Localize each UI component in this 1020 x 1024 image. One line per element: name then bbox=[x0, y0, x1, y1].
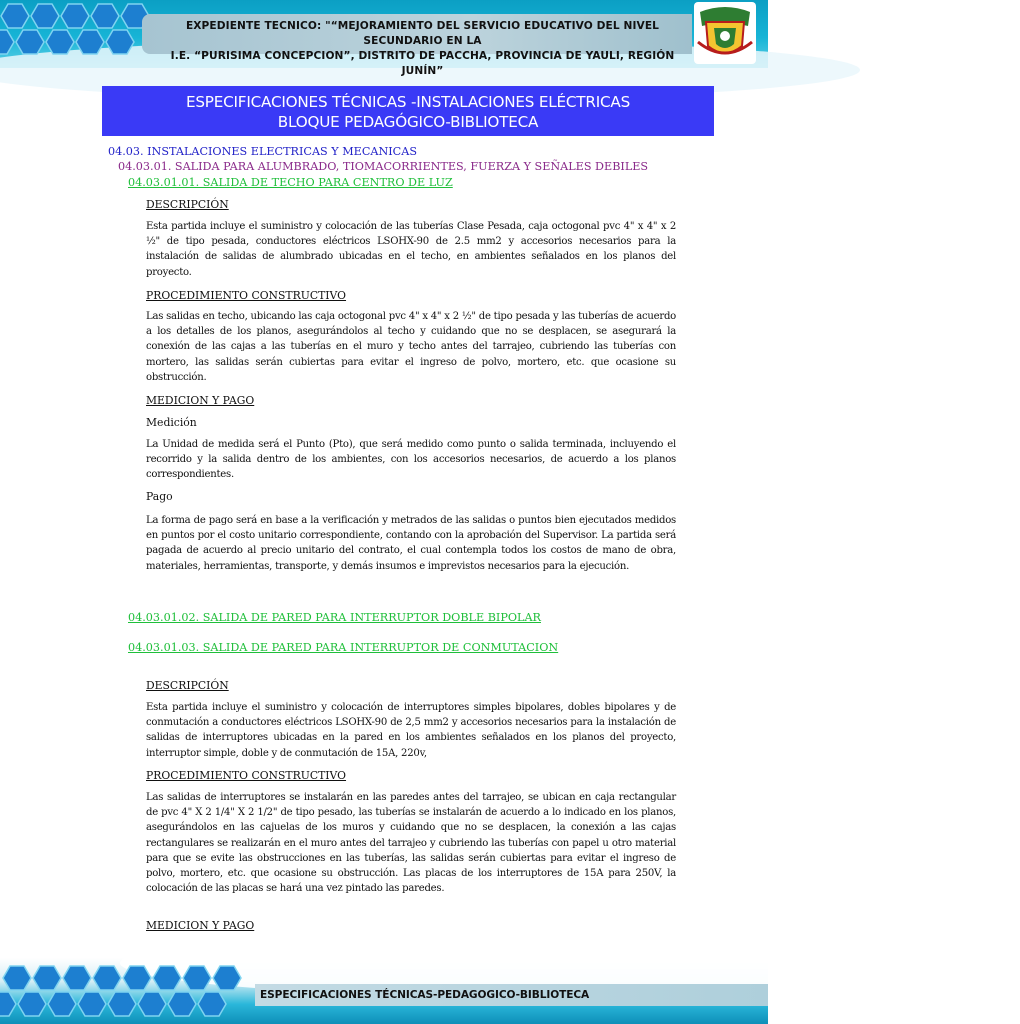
description-paragraph: Esta partida incluye el suministro y colocación de las tuberías Clase Pesada, caja octogonal pvc 4" x 4" x 2 ½" de tipo pesada, conductores eléctricos LSOHX-90 de 2.5 mm2 y accesorios necesarios para la instalación de salidas de alumbrado ubicadas en el techo, en ambientes señalados en los planos del proyecto. bbox=[146, 221, 676, 278]
section-heading-0403-01-01: 04.03.01.01. SALIDA DE TECHO PARA CENTRO DE LUZ bbox=[128, 176, 453, 189]
payment-label: Pago bbox=[146, 490, 173, 503]
procedure-paragraph-2: Las salidas de interruptores se instalarán en las paredes antes del tarrajeo, se ubican en caja rectangular de pvc 4" X 2 1/4" X 2 1/2" de tipo pesado, las tuberías se instalarán de acuerdo a lo indicado en los planos, asegurándolos en las cajuelas de los muros y cuidando que no se desplacen, la conexión a las cajas rectangulares se realizarán en el muro antes del tarrajeo y cubriendo las tuberías con papel u otro material para que se evite las obstrucciones en las tuberías, las salidas serán cubiertas para evitar el ingreso de polvo, mortero, etc. que ocasione su obstrucción. Las placas de los interruptores de 15A para 250V, la colocación de las placas se hará una vez pintado las paredes. bbox=[146, 792, 676, 895]
document-title-line1: ESPECIFICACIONES TÉCNICAS -INSTALACIONES ELÉCTRICAS bbox=[185, 93, 631, 111]
school-crest-logo bbox=[694, 2, 756, 64]
footer-hexagon-pattern bbox=[0, 958, 260, 1024]
description-label: DESCRIPCIÓN bbox=[146, 198, 229, 211]
crest-emblem-icon bbox=[694, 2, 756, 64]
page-footer bbox=[0, 958, 768, 1024]
procedure-label-2: PROCEDIMIENTO CONSTRUCTIVO bbox=[146, 769, 347, 782]
description-paragraph-2: Esta partida incluye el suministro y colocación de interruptores simples bipolares, dobles bipolares y de conmutación a conductores eléctricos LSOHX-90 de 2,5 mm2 y accesorios necesarios para la instalación de salidas de interruptores ubicadas en la pared en los ambientes señalados en los planos del proyecto, interruptor simple, doble y de conmutación de 15A, 220v, bbox=[146, 702, 676, 759]
measurement-payment-label: MEDICION Y PAGO bbox=[146, 394, 255, 407]
hexagon-pattern bbox=[0, 0, 160, 68]
project-title-line1: EXPEDIENTE TECNICO: "“MEJORAMIENTO DEL SERVICIO EDUCATIVO DEL NIVEL SECUNDARIO EN LA bbox=[185, 20, 660, 47]
measurement-payment-label-2: MEDICION Y PAGO bbox=[146, 919, 255, 932]
measurement-label: Medición bbox=[146, 416, 197, 429]
section-heading-level1: 04.03. INSTALACIONES ELECTRICAS Y MECANICAS bbox=[108, 145, 417, 158]
section-heading-0403-01-02: 04.03.01.02. SALIDA DE PARED PARA INTERRUPTOR DOBLE BIPOLAR bbox=[128, 611, 541, 624]
document-title-box bbox=[102, 86, 714, 136]
footer-title: ESPECIFICACIONES TÉCNICAS-PEDAGOGICO-BIBLIOTECA bbox=[260, 989, 590, 1001]
procedure-label: PROCEDIMIENTO CONSTRUCTIVO bbox=[146, 289, 347, 302]
project-title-line2: I.E. “PURISIMA CONCEPCION”, DISTRITO DE PACCHA, PROVINCIA DE YAULI, REGIÓN JUNÍN” bbox=[170, 50, 675, 77]
section-heading-0403-01-03: 04.03.01.03. SALIDA DE PARED PARA INTERRUPTOR DE CONMUTACION bbox=[128, 641, 559, 654]
document-title-line2: BLOQUE PEDAGÓGICO-BIBLIOTECA bbox=[277, 113, 539, 131]
project-title bbox=[150, 19, 695, 79]
procedure-paragraph: Las salidas en techo, ubicando las caja octogonal pvc 4" x 4" x 2 ½" de tipo pesada y las tuberías de acuerdo a los detalles de los planos, asegurándolos al techo y cuidando que no se desplacen, se asegurará la conexión de las cajas a las tuberías en el muro y techo antes del tarrajeo, cubriendo las tuberías con mortero, las salidas serán cubiertas para evitar el ingreso de polvo, mortero, etc. que ocasione su obstrucción. bbox=[146, 311, 676, 383]
measurement-paragraph: La Unidad de medida será el Punto (Pto), que será medido como punto o salida terminada, incluyendo el recorrido y la salida dentro de los ambientes, con los accesorios necesarios, de acuerdo a los planos correspondientes. bbox=[146, 439, 676, 481]
description-label-2: DESCRIPCIÓN bbox=[146, 679, 229, 692]
payment-paragraph: La forma de pago será en base a la verificación y metrados de las salidas o puntos bien ejecutados medidos en puntos por el costo unitario correspondiente, contando con la aprobación del Supervisor. La partida será pagada de acuerdo al precio unitario del contrato, el cual contempla todos los costos de mano de obra, materiales, herramientas, transporte, y demás insumos e imprevistos necesarios para la ejecución. bbox=[146, 515, 676, 572]
page-header bbox=[0, 0, 768, 77]
section-heading-level2: 04.03.01. SALIDA PARA ALUMBRADO, TIOMACORRIENTES, FUERZA Y SEÑALES DEBILES bbox=[118, 160, 649, 173]
